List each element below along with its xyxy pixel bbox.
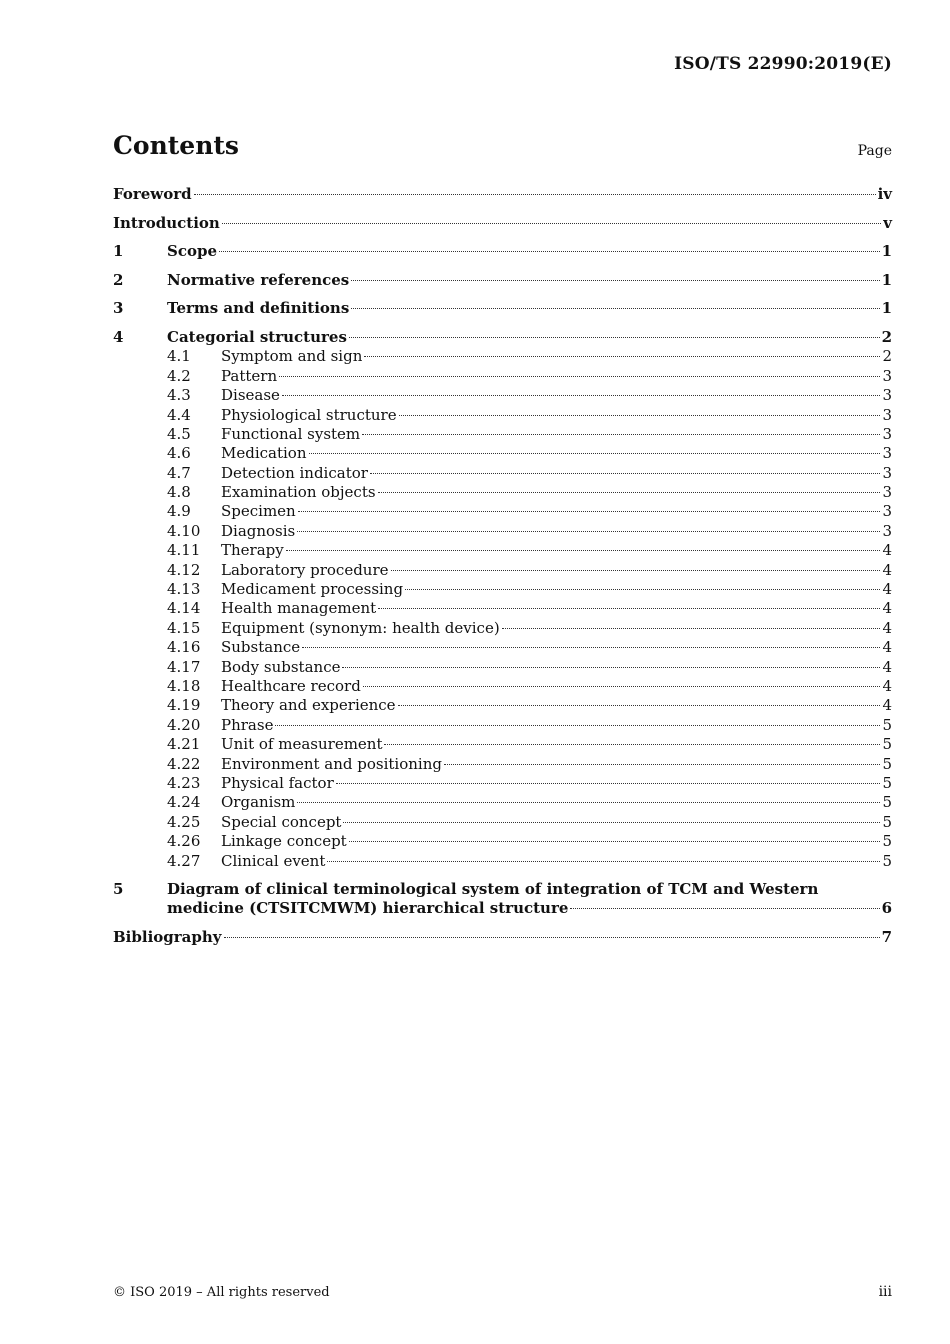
dot-leader: [279, 376, 880, 377]
toc-entry-number: 4.14: [167, 599, 201, 618]
toc-entry-title: Unit of measurement: [221, 735, 383, 754]
dot-leader: [570, 908, 879, 909]
toc-entry-subsection[interactable]: [113, 483, 892, 502]
contents-heading: Contents: [113, 131, 240, 160]
toc-entry-title: Linkage concept: [221, 832, 347, 851]
toc-entry-title: Pattern: [221, 366, 278, 385]
dot-leader: [297, 531, 880, 532]
toc-entry-title: Laboratory procedure: [221, 560, 389, 579]
toc-entry-title: Categorial structures: [167, 327, 347, 346]
toc-entry-title: Introduction: [113, 213, 220, 232]
toc-entry-title: Body substance: [221, 657, 341, 676]
dot-leader: [286, 550, 881, 551]
toc-entry-title: Health management: [221, 599, 377, 618]
toc-entry-page: 4: [882, 696, 892, 715]
toc-entry-subsection[interactable]: [113, 677, 892, 696]
toc-entry-number: 4.16: [167, 638, 201, 657]
toc-entry-subsection[interactable]: [113, 638, 892, 657]
toc-entry-number: 4.12: [167, 560, 201, 579]
toc-entry-page: 4: [882, 541, 892, 560]
toc-entry-number: 4.20: [167, 715, 201, 734]
toc-entry-page: iv: [877, 185, 892, 203]
toc-entry-page: 5: [882, 832, 892, 851]
dot-leader: [349, 337, 880, 338]
toc-entry-page: 4: [882, 657, 892, 676]
dot-leader: [362, 434, 880, 435]
toc-entry-number: 4.18: [167, 677, 201, 695]
toc-entry-subsection[interactable]: [113, 619, 892, 638]
dot-leader: [384, 744, 880, 745]
dot-leader: [282, 395, 881, 396]
toc-entry-page: 5: [882, 715, 892, 734]
toc-entry-number: 4.11: [167, 541, 201, 560]
toc-entry-number: 4.19: [167, 696, 201, 715]
toc-entry-page: 3: [882, 366, 892, 385]
toc-entry-subsection[interactable]: [113, 755, 892, 774]
toc-entry-title: Diagnosis: [221, 521, 296, 540]
toc-entry-title: Theory and experience: [221, 696, 396, 715]
toc-entry-page: 3: [882, 405, 892, 424]
toc-entry-number: 4.8: [167, 483, 191, 502]
toc-entry-number: 4.23: [167, 773, 201, 792]
toc-entry-title: Functional system: [221, 424, 361, 443]
dot-leader: [399, 415, 881, 416]
toc-entry-number: 4.2: [167, 366, 191, 385]
toc-entry-page: 1: [881, 242, 892, 261]
toc-entry-page: 7: [881, 927, 892, 946]
toc-entry-page: 5: [882, 773, 892, 792]
toc-entry-page: 5: [882, 851, 892, 870]
toc-entry-page: 1: [881, 299, 892, 318]
toc-entry-subsection[interactable]: [113, 793, 892, 812]
toc-entry-number: 4.26: [167, 832, 201, 851]
page-column-label: Page: [857, 143, 892, 159]
dot-leader: [363, 686, 881, 687]
dot-leader: [378, 492, 881, 493]
toc-entry-page: 4: [882, 599, 892, 618]
toc-entry-subsection[interactable]: [113, 502, 892, 521]
toc-entry-title: Therapy: [221, 541, 284, 560]
dot-leader: [405, 589, 880, 590]
toc-entry-page: 3: [882, 502, 892, 521]
toc-entry-number: 4.27: [167, 851, 201, 870]
toc-entry-page: 3: [882, 424, 892, 443]
toc-entry-title: Equipment (synonym: health device): [221, 618, 500, 637]
toc-entry-title: Clinical event: [221, 851, 326, 870]
dot-leader: [309, 453, 881, 454]
dot-leader: [302, 647, 880, 648]
toc-entry-title: Healthcare record: [221, 677, 361, 695]
toc-entry-subsection[interactable]: [113, 541, 892, 560]
toc-entry-page: 3: [882, 463, 892, 482]
toc-entry-title: Detection indicator: [221, 463, 368, 482]
toc-entry-number: 2: [113, 270, 124, 289]
toc-entry-page: 4: [882, 560, 892, 579]
toc-entry-title: Scope: [167, 242, 218, 261]
toc-entry-number: 4.10: [167, 521, 201, 540]
toc-entry-number: 4.24: [167, 793, 201, 812]
toc-entry-subsection[interactable]: [113, 386, 892, 405]
toc-entry-page: 4: [882, 618, 892, 637]
toc-entry-section[interactable]: [113, 290, 892, 319]
toc-entry-page: 5: [882, 812, 892, 831]
dot-leader: [391, 570, 881, 571]
page-number: iii: [878, 1284, 892, 1300]
toc-entry-subsection[interactable]: [113, 347, 892, 366]
toc-entry-title: Organism: [221, 793, 296, 812]
toc-entry-subsection[interactable]: [113, 580, 892, 599]
toc-entry-section[interactable]: [113, 262, 892, 291]
toc-entry-title: Examination objects: [221, 483, 376, 502]
toc-entry-subsection[interactable]: [113, 658, 892, 677]
toc-entry-title: Bibliography: [113, 927, 222, 946]
toc-entry-page: 4: [882, 677, 892, 695]
toc-entry-page: 6: [881, 899, 892, 918]
toc-entry-bibliography[interactable]: [113, 919, 892, 948]
toc-entry-title: Substance: [221, 638, 301, 657]
toc-entry-subsection[interactable]: [113, 735, 892, 754]
toc-entry-number: 4: [113, 327, 124, 346]
toc-entry-subsection[interactable]: [113, 425, 892, 444]
toc-entry-subsection[interactable]: [113, 599, 892, 618]
toc-entry-number: 1: [113, 242, 124, 261]
toc-entry-number: 5: [113, 879, 124, 898]
copyright-notice: © ISO 2019 – All rights reserved: [113, 1285, 330, 1300]
dot-leader: [398, 705, 881, 706]
toc-entry-subsection[interactable]: [113, 832, 892, 851]
dot-leader: [297, 802, 880, 803]
toc-entry-title: Normative references: [167, 270, 350, 289]
toc-entry-page: 2: [882, 347, 892, 366]
toc-entry-title: Symptom and sign: [221, 347, 363, 366]
toc-entry-title: Foreword: [113, 185, 192, 203]
toc-entry-subsection[interactable]: [113, 852, 892, 871]
dot-leader: [298, 511, 881, 512]
toc-entry-number: 4.6: [167, 444, 191, 463]
toc-entry-page: 5: [882, 754, 892, 773]
dot-leader: [275, 725, 880, 726]
toc-entry-subsection[interactable]: [113, 561, 892, 580]
dot-leader: [342, 667, 880, 668]
dot-leader: [327, 861, 880, 862]
toc-entry-page: 3: [882, 483, 892, 502]
dot-leader: [219, 251, 880, 252]
subsection-list: [113, 347, 892, 871]
toc-entry-page: 3: [882, 521, 892, 540]
toc-entry-page: 1: [881, 270, 892, 289]
toc-entry-subsection[interactable]: [113, 367, 892, 386]
toc-entry-title-line2: medicine (CTSITCMWM) hierarchical structure: [167, 899, 569, 918]
toc-entry-section-5[interactable]: [113, 871, 892, 919]
toc-entry-number: 4.1: [167, 347, 191, 366]
dot-leader: [222, 223, 881, 224]
toc-entry-number: 4.7: [167, 463, 191, 482]
dot-leader: [224, 937, 880, 938]
toc-entry-page: 5: [882, 735, 892, 754]
toc-entry-page: 5: [882, 793, 892, 812]
toc-entry-number: 4.9: [167, 502, 191, 521]
toc-entry-subsection[interactable]: [113, 444, 892, 463]
toc-entry-introduction[interactable]: [113, 204, 892, 233]
dot-leader: [364, 356, 880, 357]
toc-entry-number: 4.22: [167, 754, 201, 773]
toc-entry-title-line1: Diagram of clinical terminological system of integration of TCM and Western: [167, 879, 819, 898]
toc-entry-subsection[interactable]: [113, 464, 892, 483]
toc-entry-title: Terms and definitions: [167, 299, 350, 318]
toc-entry-number: 4.4: [167, 405, 191, 424]
toc-entry-title: Medication: [221, 444, 307, 463]
toc-entry-number: 4.17: [167, 657, 201, 676]
toc-entry-title: Physiological structure: [221, 405, 397, 424]
dot-leader: [378, 608, 880, 609]
dot-leader: [349, 841, 881, 842]
toc-entry-page: 3: [882, 444, 892, 463]
toc-entry-subsection[interactable]: [113, 406, 892, 425]
dot-leader: [336, 783, 881, 784]
toc-entry-page: v: [883, 213, 892, 232]
toc-entry-subsection[interactable]: [113, 774, 892, 793]
toc-entry-foreword[interactable]: [113, 185, 892, 204]
toc-entry-subsection[interactable]: [113, 696, 892, 715]
dot-leader: [444, 764, 880, 765]
dot-leader: [370, 473, 881, 474]
dot-leader: [502, 628, 881, 629]
toc-entry-section[interactable]: [113, 233, 892, 262]
toc-entry-number: 4.3: [167, 386, 191, 405]
toc-entry-subsection[interactable]: [113, 716, 892, 735]
toc-entry-number: 4.5: [167, 424, 191, 443]
dot-leader: [351, 280, 879, 281]
toc-entry-title: Medicament processing: [221, 580, 404, 599]
toc-entry-number: 4.25: [167, 812, 201, 831]
document-id: ISO/TS 22990:2019(E): [674, 54, 892, 74]
toc-entry-title: Physical factor: [221, 773, 334, 792]
toc-entry-subsection[interactable]: [113, 813, 892, 832]
toc-entry-section[interactable]: [113, 319, 892, 348]
dot-leader: [194, 194, 876, 195]
toc-entry-subsection[interactable]: [113, 522, 892, 541]
toc-entry-page: 4: [882, 638, 892, 657]
dot-leader: [343, 822, 880, 823]
toc-entry-title: Special concept: [221, 812, 342, 831]
toc-entry-number: 3: [113, 299, 124, 318]
table-of-contents: [113, 185, 892, 947]
toc-entry-title: Specimen: [221, 502, 296, 521]
toc-entry-page: 2: [881, 327, 892, 346]
toc-entry-page: 4: [882, 580, 892, 599]
toc-entry-title: Disease: [221, 386, 280, 405]
toc-entry-title: Environment and positioning: [221, 754, 442, 773]
dot-leader: [351, 308, 879, 309]
toc-entry-title: Phrase: [221, 715, 274, 734]
toc-entry-number: 4.21: [167, 735, 201, 754]
toc-entry-number: 4.13: [167, 580, 201, 599]
toc-entry-page: 3: [882, 386, 892, 405]
toc-entry-number: 4.15: [167, 618, 201, 637]
